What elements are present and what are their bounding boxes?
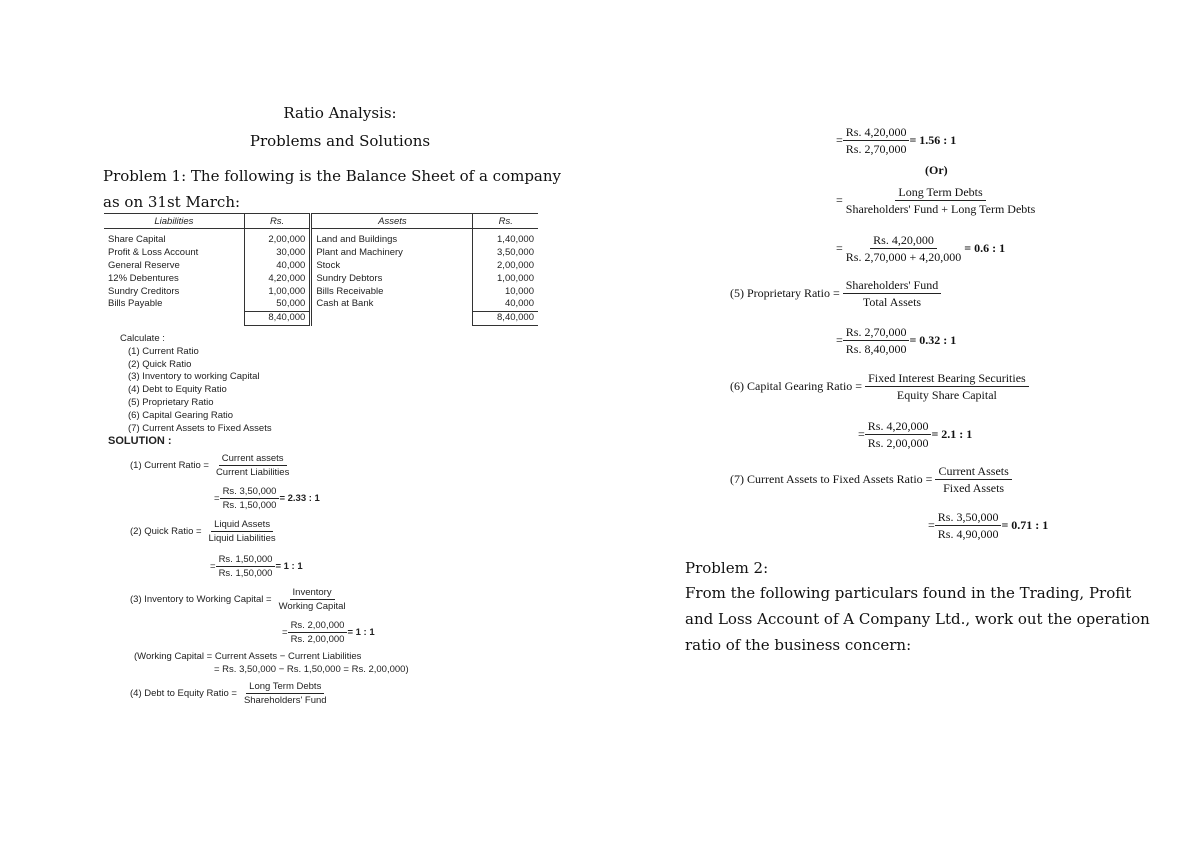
total-row [104, 312, 538, 326]
liability-name: Profit & Loss Account [108, 246, 199, 258]
current-ratio-calc: = $\frac{Rs. 3,50,000}{Rs. 1,50,000}$ = 2.33 : 1 [214, 486, 320, 511]
numerator: Fixed Interest Bearing Securities [865, 370, 1029, 387]
numerator: Rs. 3,50,000 [220, 485, 280, 499]
liability-amount: 30,000 [244, 247, 311, 260]
result: = 2.1 : 1 [931, 427, 973, 441]
denominator: Rs. 2,00,000 [867, 436, 929, 450]
liability-amount: 2,00,000 [244, 229, 311, 247]
denominator: Rs. 1,50,000 [222, 500, 277, 511]
table-row [104, 229, 538, 247]
header-rs-1: Rs. [244, 214, 311, 229]
denominator: Current Liabilities [215, 467, 290, 478]
formula-label: (4) Debt to Equity Ratio = [130, 688, 237, 699]
capital-gearing-formula [730, 370, 1029, 403]
asset-name: Stock [311, 260, 473, 273]
formula-label: (3) Inventory to Working Capital = [130, 594, 272, 605]
denominator: Rs. 2,70,000 + 4,20,000 [845, 250, 962, 264]
numerator: Liquid Assets [211, 518, 273, 532]
numerator: Long Term Debts [895, 184, 985, 201]
or-label: (Or) [925, 163, 948, 177]
liability-amount: 40,000 [244, 260, 311, 273]
numerator: Long Term Debts [246, 680, 324, 694]
liability-name: Sundry Creditors [108, 285, 180, 297]
inventory-wc-formula [130, 586, 349, 613]
working-capital-note-2: = Rs. 3,50,000 − Rs. 1,50,000 = Rs. 2,00,000) [214, 664, 409, 675]
calc-item: (5) Proprietary Ratio [128, 396, 214, 408]
asset-name: Cash at Bank [311, 298, 473, 311]
debt-equity-formula [130, 680, 330, 707]
header-rs-2: Rs. [473, 214, 538, 229]
result: = 1 : 1 [347, 627, 375, 638]
debt-equity-calc: = $\frac{Rs. 4,20,000}{Rs. 2,70,000}$ = 1.56 : 1 [836, 125, 957, 156]
denominator: Rs. 4,90,000 [937, 527, 999, 541]
asset-name: Plant and Machinery [311, 247, 473, 260]
current-ratio-formula [130, 452, 292, 479]
liability-amount: 1,00,000 [244, 286, 311, 299]
total-assets: 8,40,000 [473, 312, 538, 326]
balance-sheet [104, 213, 538, 326]
numerator: Rs. 2,00,000 [288, 619, 348, 633]
result: = 0.32 : 1 [909, 333, 957, 347]
calc-item: (7) Current Assets to Fixed Assets [128, 422, 272, 434]
asset-amount: 40,000 [473, 298, 538, 311]
calc-item: (6) Capital Gearing Ratio [128, 409, 234, 421]
denominator: Fixed Assets [943, 481, 1005, 495]
numerator: Current assets [219, 452, 287, 466]
denominator: Shareholders' Fund [243, 695, 327, 706]
debt-equity-alt-calc: = $\frac{Rs. 4,20,000}{Rs. 2,70,000 + 4,20,000}$ = 0.6 : 1 [836, 233, 1006, 264]
result: = 2.33 : 1 [279, 493, 320, 504]
numerator: Rs. 4,20,000 [843, 124, 910, 141]
asset-amount: 1,00,000 [473, 273, 538, 286]
solution-label: SOLUTION : [108, 435, 172, 447]
total-liabilities: 8,40,000 [244, 312, 311, 326]
ca-fa-ratio-formula [730, 463, 1012, 496]
table-row [104, 260, 538, 273]
capital-gearing-calc: = $\frac{Rs. 4,20,000}{Rs. 2,00,000}$ = 2.1 : 1 [858, 419, 973, 450]
formula-label: (2) Quick Ratio = [130, 526, 202, 537]
denominator: Working Capital [278, 601, 346, 612]
header-assets: Assets [311, 214, 473, 229]
liability-name: General Reserve [108, 259, 180, 271]
denominator: Liquid Liabilities [208, 533, 276, 544]
calc-item: (3) Inventory to working Capital [128, 371, 260, 383]
problem-2-text: From the following particulars found in the Trading, Profit and Loss Account of A Company Ltd., work out the operation ratio of the business concern: [685, 584, 1150, 654]
denominator: Rs. 8,40,000 [845, 342, 907, 356]
denominator: Rs. 2,70,000 [845, 142, 907, 156]
asset-amount: 2,00,000 [473, 260, 538, 273]
asset-amount: 3,50,000 [473, 247, 538, 260]
table-row [104, 247, 538, 260]
denominator: Shareholders' Fund + Long Term Debts [845, 202, 1036, 216]
formula-label: (6) Capital Gearing Ratio = [730, 379, 863, 393]
calc-item: (4) Debt to Equity Ratio [128, 384, 227, 396]
quick-ratio-formula [130, 518, 279, 545]
liability-name: 12% Debentures [108, 272, 179, 284]
denominator: Rs. 1,50,000 [218, 568, 273, 579]
denominator: Equity Share Capital [896, 388, 997, 402]
numerator: Rs. 4,20,000 [870, 232, 937, 249]
asset-name: Bills Receivable [311, 286, 473, 299]
quick-ratio-calc: = $\frac{Rs. 1,50,000}{Rs. 1,50,000}$ = 1 : 1 [210, 554, 303, 579]
ca-fa-ratio-calc: = $\frac{Rs. 3,50,000}{Rs. 4,90,000}$ = 0.71 : 1 [928, 510, 1049, 541]
numerator: Inventory [290, 586, 335, 600]
asset-name: Land and Buildings [311, 229, 473, 247]
asset-amount: 10,000 [473, 286, 538, 299]
numerator: Current Assets [935, 463, 1011, 480]
table-row [104, 286, 538, 299]
asset-name: Sundry Debtors [311, 273, 473, 286]
numerator: Shareholders' Fund [843, 277, 941, 294]
problem-2-title: Problem 2: [685, 559, 769, 577]
document-subtitle: Problems and Solutions [249, 132, 431, 150]
document-title: Ratio Analysis: [283, 104, 397, 122]
result: = 1.56 : 1 [909, 133, 957, 147]
liability-amount: 4,20,000 [244, 273, 311, 286]
result: = 0.71 : 1 [1001, 518, 1049, 532]
liability-name: Bills Payable [108, 298, 163, 310]
calc-item: (1) Current Ratio [128, 345, 199, 357]
liability-name: Share Capital [108, 234, 166, 245]
denominator: Rs. 2,00,000 [290, 634, 345, 645]
calc-item: (2) Quick Ratio [128, 358, 192, 370]
problem-1-intro: Problem 1: The following is the Balance Sheet of a company as on 31st March: [103, 167, 562, 211]
inventory-wc-calc: = $\frac{Rs. 2,00,000}{Rs. 2,00,000}$ = 1 : 1 [282, 620, 375, 645]
formula-label: (5) Proprietary Ratio = [730, 286, 840, 300]
numerator: Rs. 4,20,000 [865, 418, 932, 435]
asset-amount: 1,40,000 [473, 229, 538, 247]
result: = 0.6 : 1 [964, 241, 1006, 255]
table-row [104, 298, 538, 311]
result: = 1 : 1 [275, 561, 303, 572]
header-liabilities: Liabilities [104, 214, 244, 229]
denominator: Total Assets [862, 295, 922, 309]
proprietary-ratio-formula [730, 277, 941, 310]
working-capital-note-1: (Working Capital = Current Assets − Current Liabilities [134, 651, 362, 662]
calculate-label: Calculate : [120, 333, 165, 344]
formula-label: (1) Current Ratio = [130, 460, 209, 471]
formula-label: (7) Current Assets to Fixed Assets Ratio = [730, 472, 933, 486]
numerator: Rs. 1,50,000 [216, 553, 276, 567]
proprietary-ratio-calc: = $\frac{Rs. 2,70,000}{Rs. 8,40,000}$ = 0.32 : 1 [836, 325, 957, 356]
numerator: Rs. 2,70,000 [843, 324, 910, 341]
liability-amount: 50,000 [244, 298, 311, 311]
calculate-list [120, 333, 272, 435]
table-row [104, 273, 538, 286]
numerator: Rs. 3,50,000 [935, 509, 1002, 526]
debt-equity-alt-formula: = $\frac{\text{Long Term Debts}}{\text{Shareholders' Fund + Long Term Debts}}$ [836, 184, 1038, 217]
